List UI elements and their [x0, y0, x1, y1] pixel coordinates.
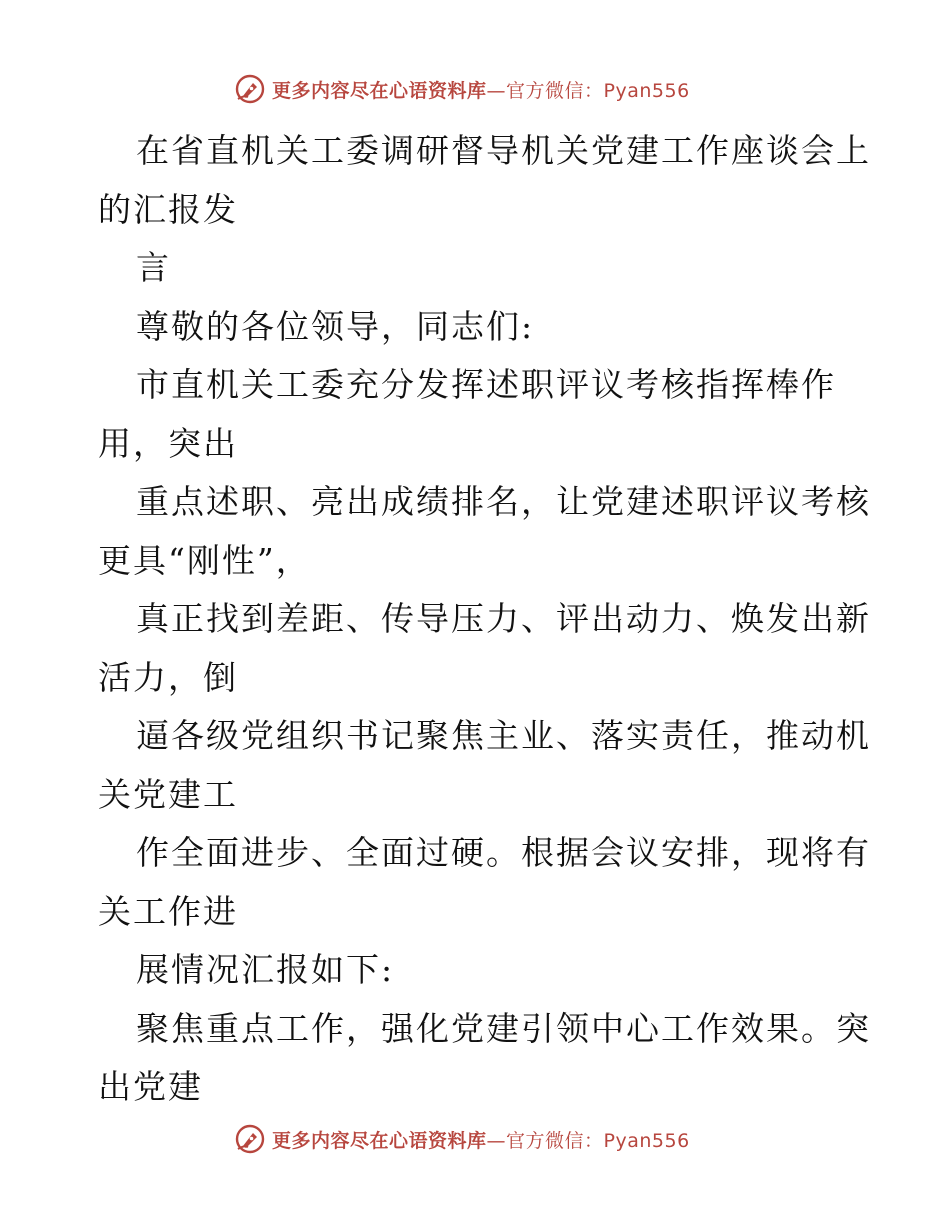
- text-line: 活力，倒: [98, 657, 238, 697]
- text-line: 聚焦重点工作，强化党建引领中心工作效果。突: [136, 1008, 871, 1048]
- text-line: 展情况汇报如下:: [136, 950, 395, 989]
- text-line: 真正找到差距、传导压力、评出动力、焕发出新: [136, 599, 871, 638]
- text-line: 更具“刚性”，: [98, 540, 311, 580]
- footer-banner: [234, 1122, 714, 1156]
- banner-brand: 更多内容尽在心语资料库: [272, 79, 487, 102]
- text-line: 用，突出: [98, 423, 238, 463]
- text-line: 在省直机关工委调研督导机关党建工作座谈会上: [136, 131, 871, 170]
- text-line: 言: [136, 248, 171, 287]
- text-line: 出党建: [98, 1067, 203, 1106]
- text-line: 关工作进: [98, 891, 238, 931]
- text-line: 的汇报发: [98, 189, 238, 229]
- banner-label: 官方微信：: [506, 1129, 604, 1152]
- text-line: 关党建工: [98, 774, 238, 814]
- banner-text: [272, 76, 690, 103]
- text-line: 重点述职、亮出成绩排名，让党建述职评议考核: [136, 482, 871, 521]
- banner-dash: —: [486, 1129, 507, 1152]
- text-line: 逼各级党组织书记聚焦主业、落实责任，推动机: [136, 716, 871, 755]
- banner-handle: Pyan556: [603, 79, 690, 102]
- pen-nib-circle-icon: [234, 1123, 266, 1155]
- banner-handle: Pyan556: [603, 1129, 690, 1152]
- banner-label: 官方微信：: [506, 79, 604, 102]
- banner-dash: —: [486, 79, 507, 102]
- text-line: 市直机关工委充分发挥述职评议考核指挥棒作: [136, 365, 836, 404]
- header-banner: [234, 72, 714, 106]
- pen-nib-circle-icon: [234, 73, 266, 105]
- document-body: [98, 122, 871, 1117]
- text-line: 作全面进步、全面过硬。根据会议安排，现将有: [136, 833, 871, 872]
- banner-text: [272, 1126, 690, 1153]
- banner-brand: 更多内容尽在心语资料库: [272, 1129, 487, 1152]
- text-line: 尊敬的各位领导，同志们:: [136, 306, 535, 346]
